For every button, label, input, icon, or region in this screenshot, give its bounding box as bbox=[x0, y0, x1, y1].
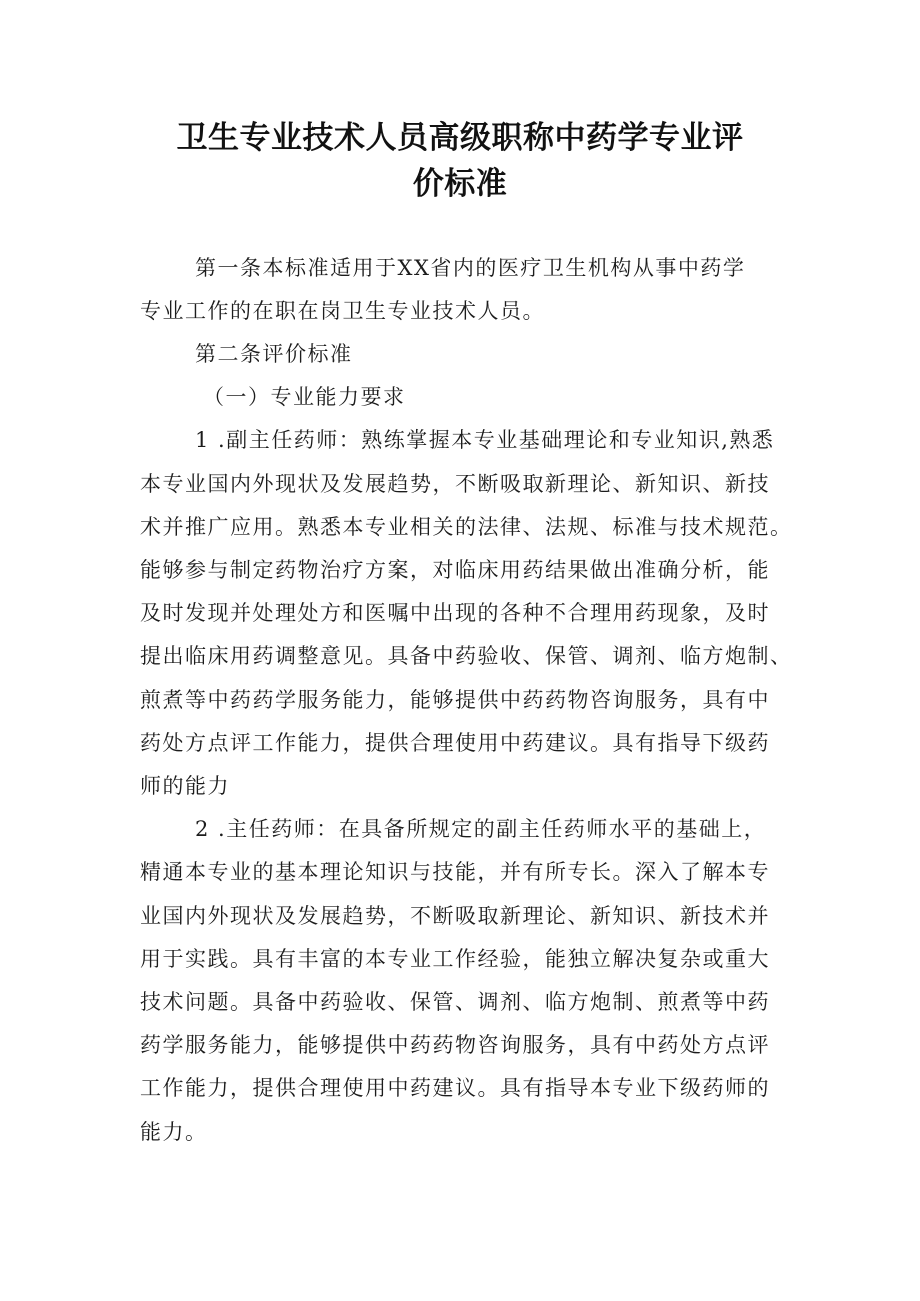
paragraph-line: 能力。 bbox=[140, 1120, 208, 1144]
paragraph-line: 药处方点评工作能力，提供合理使用中药建议。具有指导下级药 bbox=[140, 731, 770, 755]
paragraph-line: 业国内外现状及发展趋势，不断吸取新理论、新知识、新技术并 bbox=[140, 904, 770, 928]
article-2-heading: 第二条评价标准 bbox=[195, 342, 353, 366]
paragraph-line: 能够参与制定药物治疗方案，对临床用药结果做出准确分析，能 bbox=[140, 558, 770, 582]
paragraph-line: 提出临床用药调整意见。具备中药验收、保管、调剂、临方炮制、 bbox=[140, 644, 793, 668]
paragraph-line: 技术问题。具备中药验收、保管、调剂、临方炮制、煎煮等中药 bbox=[140, 990, 770, 1014]
paragraph-line: 药学服务能力，能够提供中药药物咨询服务，具有中药处方点评 bbox=[140, 1033, 770, 1057]
paragraph-line: 及时发现并处理处方和医嘱中出现的各种不合理用药现象，及时 bbox=[140, 601, 770, 625]
article-1-line-2: 专业工作的在职在岗卫生专业技术人员。 bbox=[140, 299, 545, 323]
paragraph-line: 本专业国内外现状及发展趋势，不断吸取新理论、新知识、新技 bbox=[140, 472, 770, 496]
article-1-line-1: 第一条本标准适用于XX省内的医疗卫生机构从事中药学 bbox=[195, 256, 746, 280]
paragraph-line: 师的能力 bbox=[140, 774, 230, 798]
paragraph-line: 煎煮等中药药学服务能力，能够提供中药药物咨询服务，具有中 bbox=[140, 688, 770, 712]
document-title-line-2: 价标准 bbox=[412, 166, 508, 202]
document-title-line-1: 卫生专业技术人员高级职称中药学专业评 bbox=[176, 120, 744, 156]
paragraph-line: 用于实践。具有丰富的本专业工作经验，能独立解决复杂或重大 bbox=[140, 947, 770, 971]
paragraph-line: 工作能力，提供合理使用中药建议。具有指导本专业下级药师的 bbox=[140, 1076, 770, 1100]
paragraph-line: 术并推广应用。熟悉本专业相关的法律、法规、标准与技术规范。 bbox=[140, 515, 793, 539]
paragraph-line: 2 .主任药师：在具备所规定的副主任药师水平的基础上， bbox=[195, 817, 767, 841]
section-heading: （一）专业能力要求 bbox=[203, 385, 406, 409]
paragraph-line: 1 .副主任药师：熟练掌握本专业基础理论和专业知识,熟悉 bbox=[195, 428, 775, 452]
paragraph-line: 精通本专业的基本理论知识与技能，并有所专长。深入了解本专 bbox=[140, 860, 770, 884]
